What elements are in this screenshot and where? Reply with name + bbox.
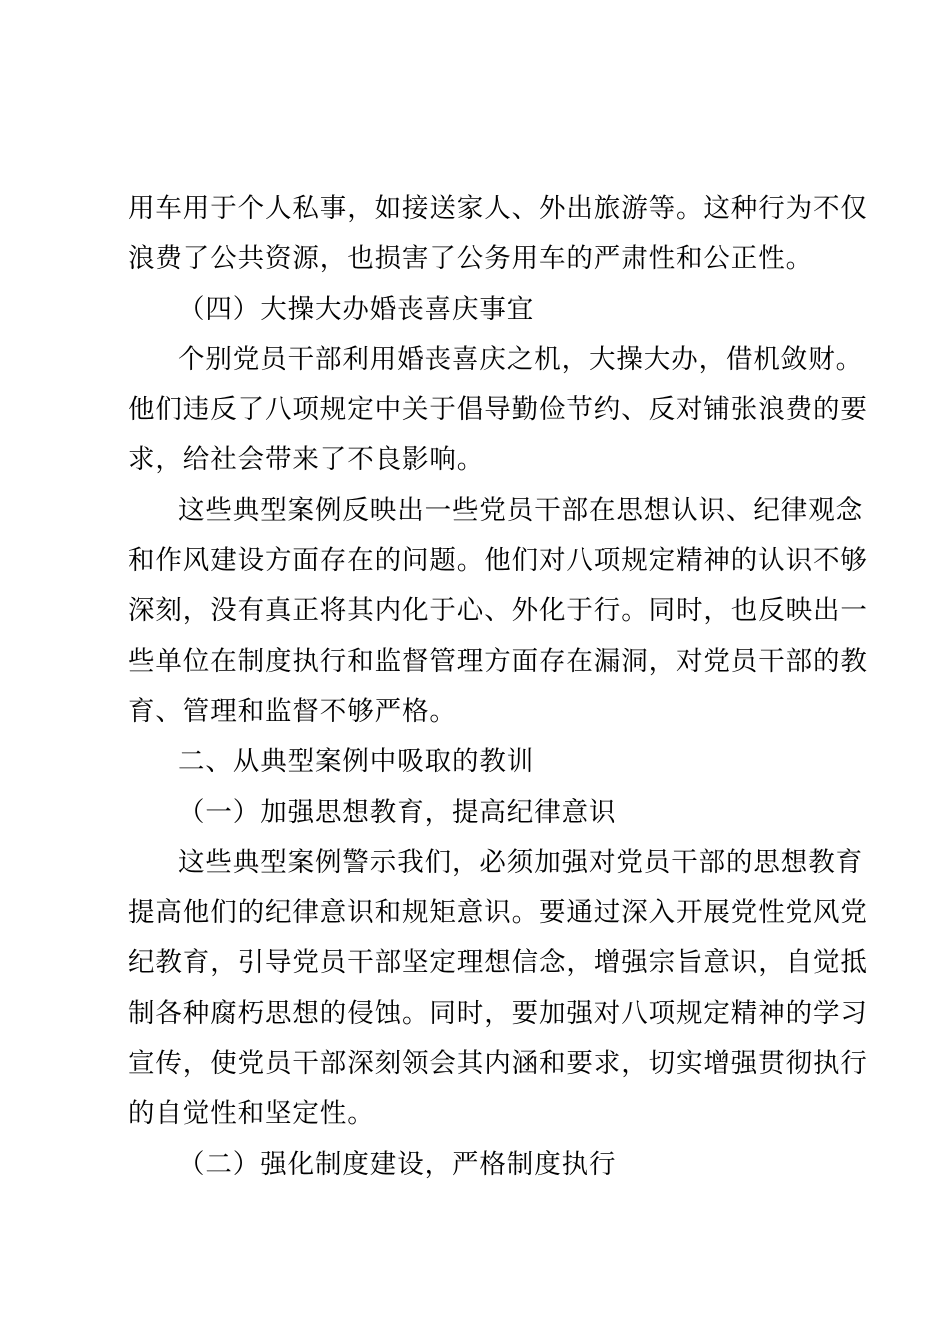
paragraph-continuation-official-vehicles xyxy=(128,184,868,285)
text-line: 制各种腐朽思想的侵蚀。同时，要加强对八项规定精神的学习 xyxy=(128,997,868,1029)
text-line: 深刻，没有真正将其内化于心、外化于行。同时，也反映出一 xyxy=(128,595,868,627)
text-line: 提高他们的纪律意识和规矩意识。要通过深入开展党性党风党 xyxy=(128,897,868,929)
text-line: 个别党员干部利用婚丧喜庆之机，大操大办，借机敛财。 xyxy=(178,343,863,375)
text-line: 浪费了公共资源，也损害了公务用车的严肃性和公正性。 xyxy=(128,243,813,275)
heading-text: （四）大操大办婚丧喜庆事宜 xyxy=(178,293,535,325)
section-heading-2 xyxy=(128,1140,834,1190)
section-heading-4 xyxy=(128,285,834,335)
heading-text: （一）加强思想教育，提高纪律意识 xyxy=(178,796,617,828)
text-line: 这些典型案例警示我们，必须加强对党员干部的思想教育 xyxy=(178,846,863,878)
heading-text: （二）强化制度建设，严格制度执行 xyxy=(178,1148,617,1180)
heading-text: 二、从典型案例中吸取的教训 xyxy=(178,746,535,778)
text-line: 和作风建设方面存在的问题。他们对八项规定精神的认识不够 xyxy=(128,545,868,577)
section-heading-lessons xyxy=(128,737,834,787)
paragraph-case-reflection xyxy=(128,486,868,737)
text-line: 求，给社会带来了不良影响。 xyxy=(128,444,485,476)
paragraph-weddings-funerals xyxy=(128,335,868,486)
text-line: 他们违反了八项规定中关于倡导勤俭节约、反对铺张浪费的要 xyxy=(128,394,868,426)
text-line: 些单位在制度执行和监督管理方面存在漏洞，对党员干部的教 xyxy=(128,645,868,677)
text-line: 用车用于个人私事，如接送家人、外出旅游等。这种行为不仅 xyxy=(128,193,868,224)
document-body xyxy=(128,184,868,1190)
paragraph-ideological-education xyxy=(128,838,868,1140)
text-line: 宣传，使党员干部深刻领会其内涵和要求，切实增强贯彻执行 xyxy=(128,1048,868,1080)
text-line: 这些典型案例反映出一些党员干部在思想认识、纪律观念 xyxy=(178,494,863,526)
text-line: 的自觉性和坚定性。 xyxy=(128,1098,375,1130)
text-line: 纪教育，引导党员干部坚定理想信念，增强宗旨意识，自觉抵 xyxy=(128,947,868,979)
text-line: 育、管理和监督不够严格。 xyxy=(128,695,457,727)
section-heading-1 xyxy=(128,788,834,838)
